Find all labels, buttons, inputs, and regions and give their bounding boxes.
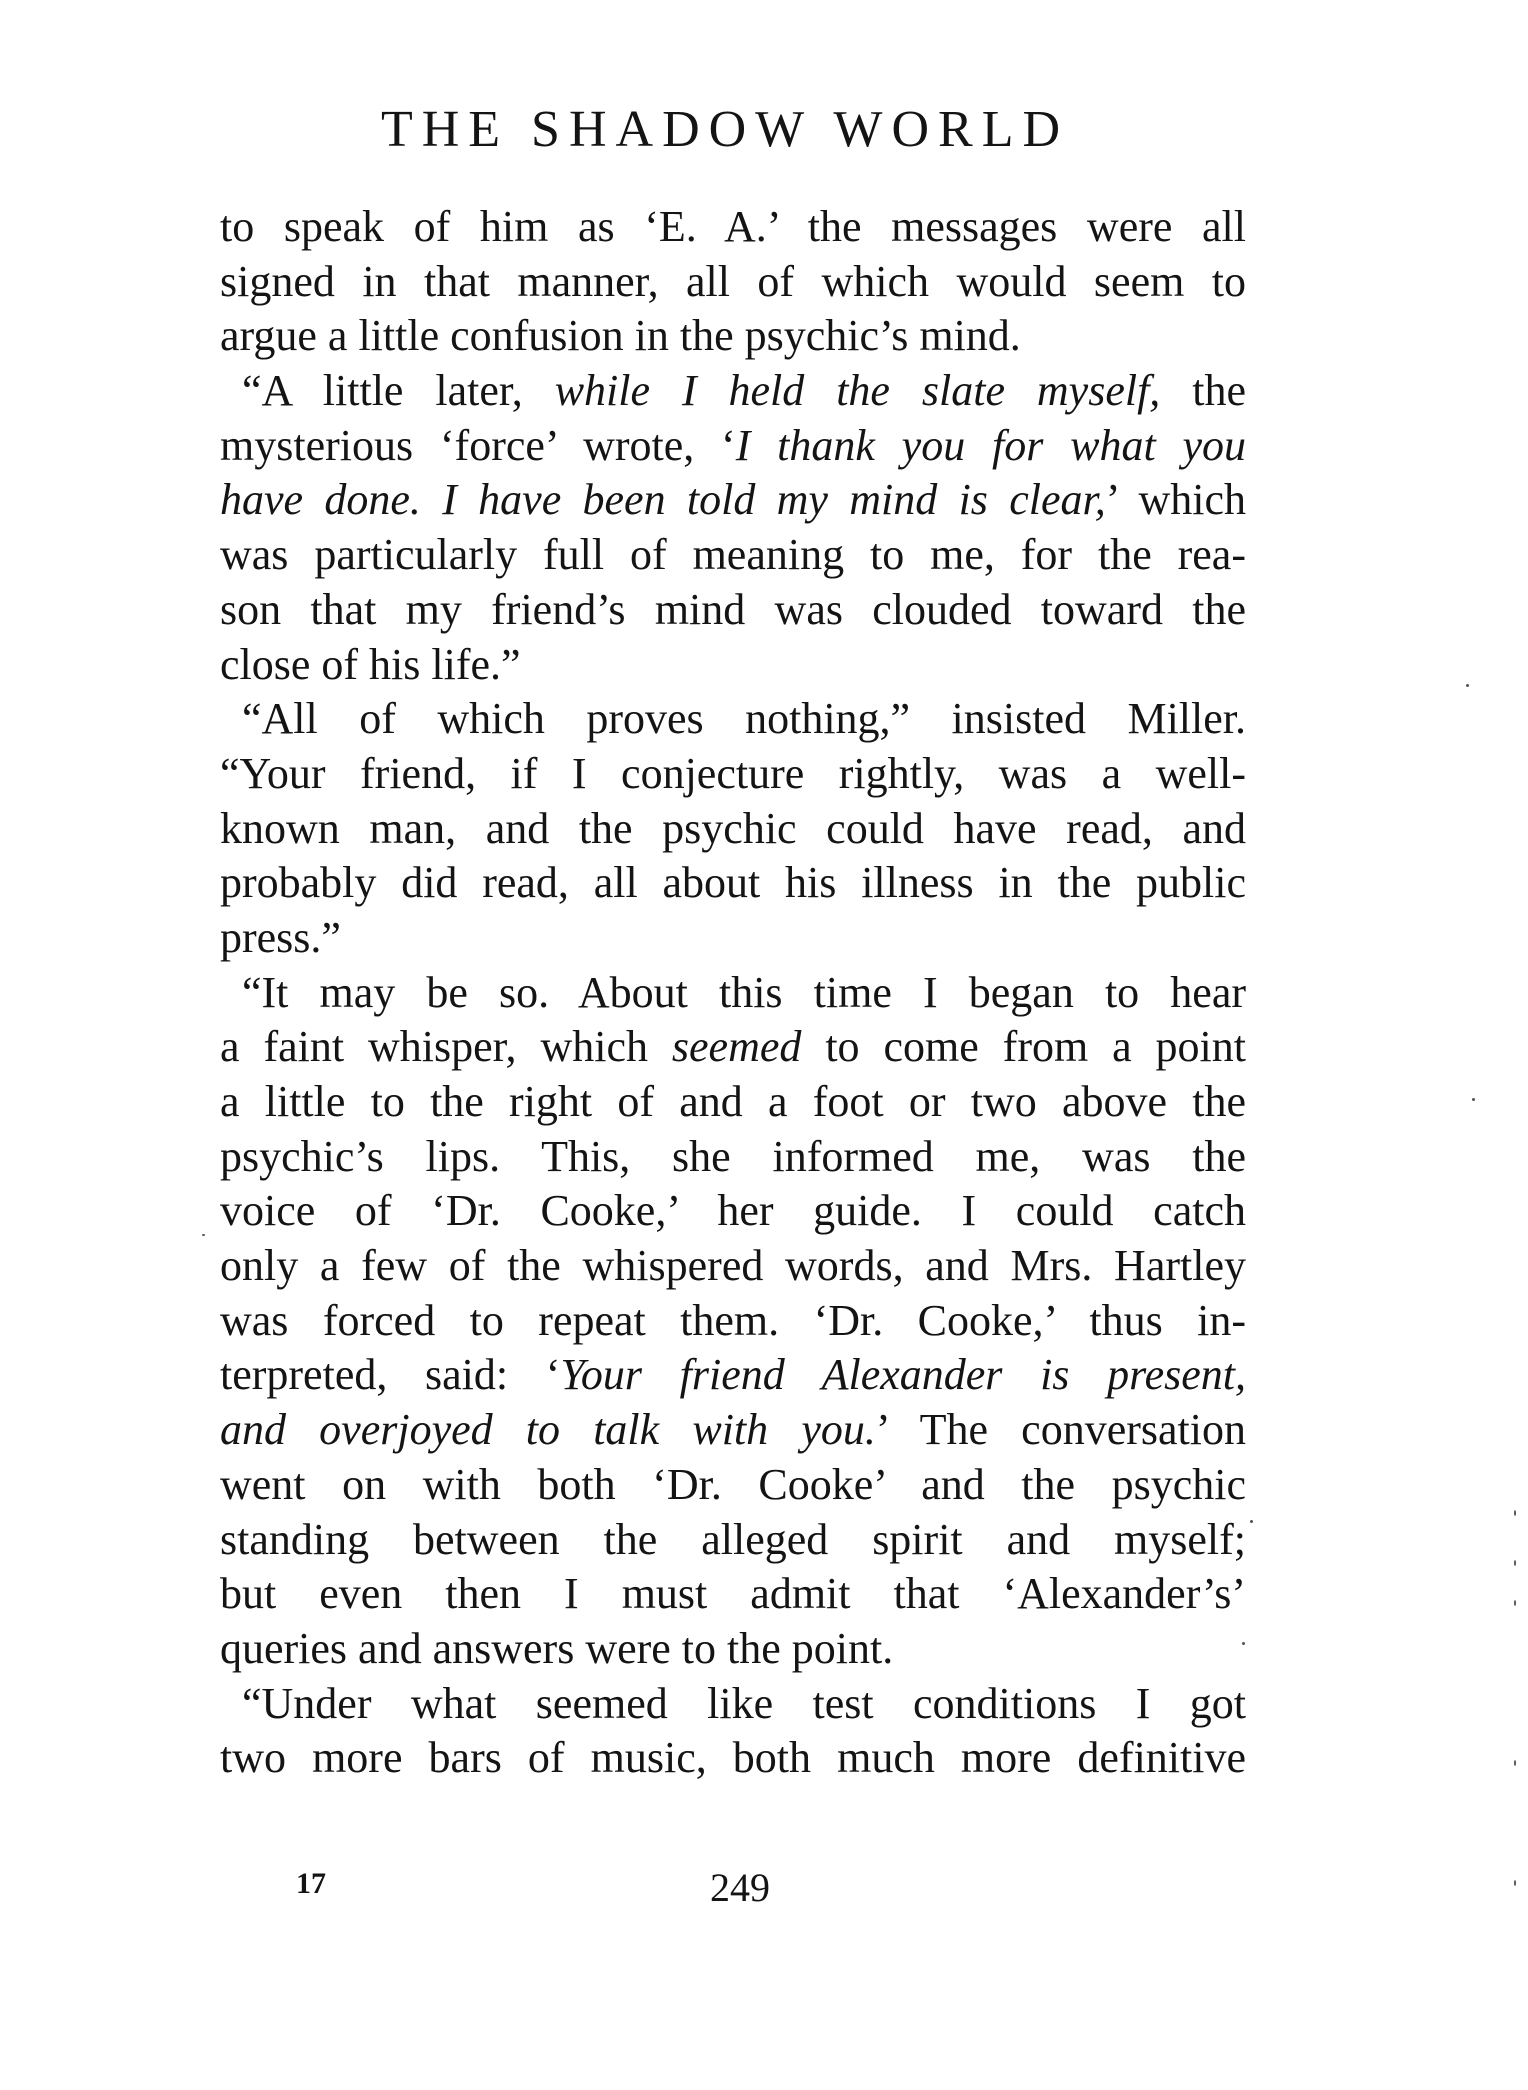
text-line: “A little later, while I held the slate myself, the — [242, 366, 1246, 416]
signature-mark: 17 — [296, 1867, 326, 1900]
running-title: THE SHADOW WORLD — [380, 101, 1070, 158]
text-line: standing between the alleged spirit and myself; — [220, 1514, 1246, 1564]
scan-speck — [1466, 684, 1469, 687]
text-line: but even then I must admit that ‘Alexander’s’ — [220, 1569, 1246, 1619]
scan-speck — [1514, 1600, 1516, 1606]
text-line: close of his life.” — [220, 639, 521, 689]
text-line: queries and answers were to the point. — [220, 1623, 894, 1673]
text-line: known man, and the psychic could have read, and — [220, 803, 1246, 853]
text-line: “All of which proves nothing,” insisted Miller. — [242, 694, 1246, 744]
scan-speck — [1514, 1760, 1516, 1766]
text-line: press.” — [220, 912, 341, 962]
text-line: was forced to repeat them. ‘Dr. Cooke,’ thus in- — [220, 1295, 1246, 1345]
page-footer — [0, 1858, 1528, 1918]
text-line: voice of ‘Dr. Cooke,’ her guide. I could catch — [220, 1186, 1246, 1236]
text-line: signed in that manner, all of which would seem to — [220, 256, 1246, 306]
text-line: was particularly full of meaning to me, for the rea- — [220, 530, 1246, 580]
text-line: “Your friend, if I conjecture rightly, was a well- — [220, 748, 1246, 798]
text-line: mysterious ‘force’ wrote, ‘I thank you for what you — [220, 420, 1246, 470]
text-line: probably did read, all about his illness in the public — [220, 858, 1246, 908]
scan-speck — [1250, 1520, 1253, 1523]
text-line: “It may be so. About this time I began to hear — [242, 967, 1246, 1017]
body-text — [220, 200, 1246, 1786]
page-number: 249 — [710, 1865, 770, 1910]
scan-speck — [1514, 1880, 1516, 1886]
text-line: and overjoyed to talk with you.’ The conversation — [220, 1405, 1246, 1455]
text-line: two more bars of music, both much more definitive — [220, 1733, 1246, 1783]
scan-speck — [1472, 1098, 1475, 1101]
text-line: went on with both ‘Dr. Cooke’ and the psychic — [220, 1459, 1246, 1509]
scan-speck — [1514, 1510, 1516, 1516]
text-line: only a few of the whispered words, and Mrs. Hartley — [220, 1241, 1246, 1291]
scan-speck — [1242, 1642, 1245, 1645]
text-line: to speak of him as ‘E. A.’ the messages were all — [220, 202, 1246, 251]
scan-speck — [1514, 1560, 1516, 1566]
text-line: son that my friend’s mind was clouded toward the — [220, 584, 1246, 634]
scan-speck — [202, 1234, 205, 1236]
text-line: a little to the right of and a foot or two above the — [220, 1077, 1246, 1126]
text-line: argue a little confusion in the psychic’s mind. — [220, 311, 1021, 361]
text-line: terpreted, said: ‘Your friend Alexander is present, — [220, 1350, 1246, 1400]
text-line: a faint whisper, which seemed to come from a point — [220, 1022, 1247, 1072]
text-line: psychic’s lips. This, she informed me, was the — [220, 1131, 1246, 1181]
text-line: “Under what seemed like test conditions I got — [242, 1678, 1246, 1728]
text-line: have done. I have been told my mind is clear,’ which — [220, 475, 1246, 525]
